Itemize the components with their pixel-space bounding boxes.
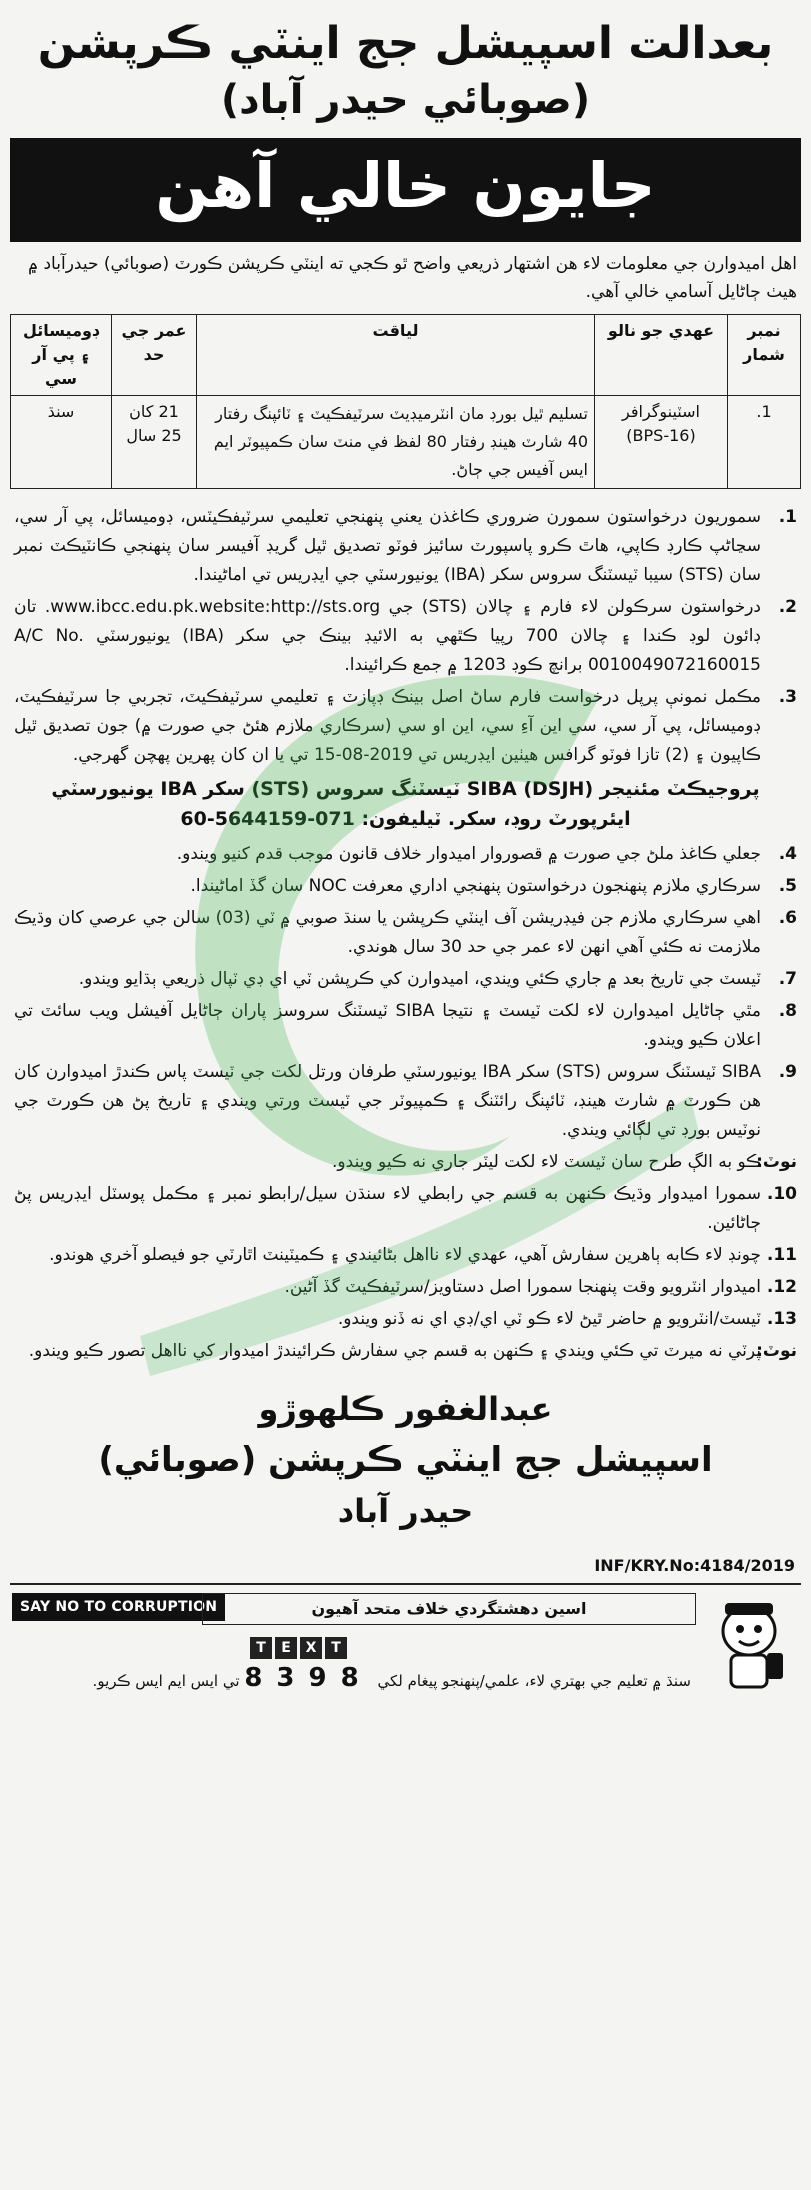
item-number: 10. (766, 1184, 797, 1204)
list-item (14, 965, 797, 994)
item-text: چونڊ لاء ڪابه ٻاهرين سفارش آهي، عهدي لاء نااهل بڻائيندي ۽ ڪميٽينٽ اٿارٽي جو فيصلو آخري هوندو. (49, 1245, 761, 1265)
item-text: جعلي ڪاغذ ملڻ جي صورت ۾ قصوروار اميدوار خلاف قانون موجب قدم کنيو ويندو. (176, 844, 761, 864)
footer-strip (10, 1583, 801, 1703)
cell-serial: 1. (728, 396, 801, 489)
cell-domicile: سنڌ (11, 396, 112, 489)
address-line-1: پروجيڪٽ مئنيجر (DSJH) SIBA ٽيسٽنگ سروس (STS) سکر IBA يونيورسٽي (51, 778, 760, 800)
slogan-box: اسين دهشتگردي خلاف متحد آهيون (202, 1593, 696, 1625)
item-text: درخواستون سرڪولن لاء فارم ۽ چالان (STS) جي www.ibcc.edu.pk.website:http://sts.org. تان ڊائون لوڊ ڪندا ۽ چالان 700 رپيا ڪٿهي به الائيڊ بينڪ جي سکر (IBA) يونيورسٽي A/C No. 0010049072160015 برانچ ڪوڊ 1203 ۾ جمع ڪرائيندا. (14, 597, 762, 675)
list-item (14, 1305, 797, 1334)
address-line-2: ايئرپورٽ روڊ، سکر. ٽيليفون: 071-5644159-60 (180, 808, 631, 830)
item-number: 13. (766, 1309, 797, 1329)
item-text: اهي سرڪاري ملازم جن فيڊريشن آف اينٽي ڪرپشن يا سنڌ صوبي ۾ ٽي (03) سالن جي عرصي کان وڌيڪ ملازمت نه ڪئي آهي انهن لاء عمر جي حد 30 سال هوندي. (14, 908, 762, 957)
vacancy-banner: جايون خالي آهن (10, 138, 801, 242)
list-item (14, 872, 797, 901)
note-label: نوٽ: (756, 1152, 797, 1172)
item-number: 1. (778, 507, 797, 527)
col-domicile: ڊوميسائل ۽ پي آر سي (11, 315, 112, 396)
table-header-row (11, 315, 801, 396)
item-text: مڪمل نمونې پرپل درخواست فارم ساڻ اصل بينڪ ڊپازٽ ۽ تعليمي سرٽيفڪيٽ، تجربي جا سرٽيفڪيٽ، ڊوميسائل، پي آر سي، سي اين آءِ سي، اين او سي (سرڪاري ملازم هئڻ جي صورت ۾) جون تصديق ٿيل ڪاپيون ۽ (2) تازا فوٽو گرافس هيٺين ايڊريس تي 2019-08-15 تي يا ان کان پهرين پهچن گهرجي. (14, 687, 761, 765)
text-badge-letter: T (250, 1637, 272, 1659)
list-item (14, 1273, 797, 1302)
reference-number: INF/KRY.No:4184/2019 (594, 1556, 795, 1575)
note-2 (14, 1337, 797, 1366)
list-item (14, 840, 797, 869)
text-badge-letter: T (325, 1637, 347, 1659)
col-age: عمر جي حد (112, 315, 197, 396)
signatory-name: عبدالغفور ڪلهوڙو (258, 1390, 553, 1428)
list-item (14, 1180, 797, 1238)
item-number: 11. (766, 1245, 797, 1265)
table-row (11, 396, 801, 489)
list-item (14, 904, 797, 962)
court-title: بعدالت اسپيشل جج اينٽي ڪرپشن (37, 18, 774, 69)
note-text: ڪو به الڳ طرح سان ٽيسٽ لاء لکت ليٽر جاري نه ڪيو ويندو. (332, 1152, 761, 1172)
item-text: سموريون درخواستون سمورن ضروري ڪاغذن يعني پنهنجي تعليمي سرٽيفڪيٽس، ڊوميسائل، پي آر سي، سڃاڻپ ڪارڊ ڪاپي، هاٿ ڪرو پاسپورٽ سائيز فوٽو تصديق ٿيل گريڊ آفيسر سان پنهنجي ڪانٽيڪٽ نمبر سان (STS) سيبا ٽيسٽنگ سروس سکر (IBA) يونيورسٽي جي ايڊريس تي اماڻيندا. (14, 507, 761, 585)
item-number: 7. (778, 969, 797, 989)
signatory-title: اسپيشل جج اينٽي ڪرپشن (صوبائي) (98, 1440, 713, 1480)
note-text: پرٽي نه ميرٽ تي ڪئي ويندي ۽ ڪنهن به قسم جي سفارش ڪرائيندڙ اميدوار کي نااهل تصور ڪيو ويندو. (28, 1341, 761, 1361)
say-no-badge: SAY NO TO CORRUPTION (12, 1593, 225, 1621)
list-item (14, 997, 797, 1055)
intro-text: اهل اميدوارن جي معلومات لاء هن اشتهار ذريعي واضح ٿو ڪجي ته اينٽي ڪرپشن ڪورٽ (صوبائي) حيدرآباد ۾ هيٺ ڄاڻايل آسامي خالي آهي. (28, 254, 797, 302)
col-serial: نمبر شمار (728, 315, 801, 396)
list-item (14, 1241, 797, 1270)
cell-qualification: تسليم ٿيل بورڊ مان انٽرميڊيٽ سرٽيفڪيٽ ۽ ٽائپنگ رفتار 40 شارٽ هينڊ رفتار 80 لفظ في منٽ سان ڪمپيوٽر ايم ايس آفيس جي ڄاڻ. (197, 396, 595, 489)
list-item (14, 503, 797, 590)
signatory-city: حيدر آباد (337, 1492, 474, 1530)
item-text: مٿي ڄاڻايل اميدوارن لاء لکت ٽيسٽ ۽ نتيجا SIBA ٽيسٽنگ سروسز پاران ڄاڻايل آفيشل ويب سائٽ تي اعلان ڪيو ويندو. (14, 1001, 761, 1050)
item-text: SIBA ٽيسٽنگ سروس (STS) سکر IBA يونيورسٽي طرفان ورتل لکت جي ٽيسٽ پاس ڪندڙ اميدوارن کان هن ڪورٽ ۾ شارٽ هينڊ، ٽائپنگ رائٽنگ ۽ ڪمپيوٽر جي ٽيسٽ ورتي ويندي ۽ تاريخ پڻ هن ڪورٽ جي نوٽيس بورڊ تي لڳائي ويندي. (14, 1062, 761, 1140)
list-item (14, 683, 797, 770)
col-qualification: لياقت (197, 315, 595, 396)
item-number: 2. (778, 597, 797, 617)
item-number: 9. (778, 1062, 797, 1082)
mascot-icon (701, 1595, 797, 1695)
signature-block (10, 1384, 801, 1536)
list-item (14, 1058, 797, 1145)
item-number: 12. (766, 1277, 797, 1297)
sms-suffix: تي ايس ايم ايس ڪريو. (92, 1672, 240, 1690)
posts-table (10, 314, 801, 489)
advertisement-page (0, 16, 811, 2190)
item-text: ٽيسٽ جي تاريخ بعد ۾ جاري ڪئي ويندي، اميدوارن کي ڪرپشن ٽي اي ڊي ٽپال ذريعي ٻڌايو ويندو. (78, 969, 761, 989)
instructions-list (10, 503, 801, 1366)
item-text: سمورا اميدوار وڌيڪ ڪنهن به قسم جي رابطي لاء سنڌن سيل/رابطو نمبر ۽ مڪمل پوسٽل ايڊريس پڻ ڄاڻائين. (14, 1184, 761, 1233)
mailing-address (14, 774, 797, 834)
text-badge-letter: E (275, 1637, 297, 1659)
note-label: نوٽ: (756, 1341, 797, 1361)
sms-prefix: سنڌ ۾ تعليم جي بهتري لاء، علمي/پنهنجو پيغام لکي (377, 1672, 691, 1690)
item-number: 3. (778, 687, 797, 707)
text-badge-letter: X (300, 1637, 322, 1659)
text-badge (250, 1637, 347, 1659)
sms-number: 8398 (244, 1663, 373, 1693)
col-post: عهدي جو نالو (595, 315, 728, 396)
item-text: سرڪاري ملازم پنهنجون درخواستون پنهنجي اداري معرفت NOC سان گڏ اماڻيندا. (190, 876, 761, 896)
item-number: 5. (778, 876, 797, 896)
list-item (14, 593, 797, 680)
item-number: 8. (778, 1001, 797, 1021)
item-number: 6. (778, 908, 797, 928)
item-text: اميدوار انٽرويو وقت پنهنجا سمورا اصل دستاويز/سرٽيفڪيٽ گڏ آڻين. (284, 1277, 761, 1297)
cell-post: اسٽينوگرافر (BPS-16) (595, 396, 728, 489)
item-number: 4. (778, 844, 797, 864)
sms-message (20, 1665, 691, 1694)
item-text: ٽيسٽ/انٽرويو ۾ حاضر ٿيڻ لاء ڪو ٽي اي/ڊي اي نه ڏنو ويندو. (337, 1309, 761, 1329)
court-subtitle: (صوبائي حيدر آباد) (220, 77, 591, 123)
note-1 (14, 1148, 797, 1177)
cell-age: 21 کان 25 سال (112, 396, 197, 489)
